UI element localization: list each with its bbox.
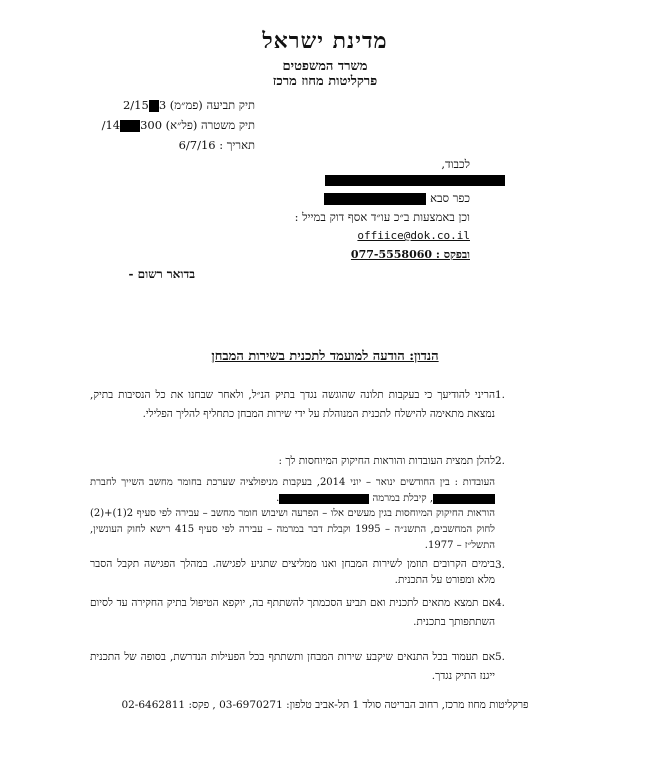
case-file-line: [123, 98, 255, 112]
redaction-block: [324, 193, 426, 205]
paragraph-number: 1.: [495, 389, 506, 401]
statute-paragraph: הוראות החיקוק המיוחסות בגין מעשים אלו – הפרעה ושיבוש חומר מחשב – עבירה לפי סעיף 2(1)+(2) לחוק המחשבים, התשנ״ה – 1995 וקבלת דבר במרמה – עבירה לפי סעיף 415 רישא לחוק העונשין, התשל״ז – 1977.: [90, 508, 495, 551]
police-file-label: תיק משטרה (פל״א) 300: [140, 118, 255, 132]
facts-text-c: .: [276, 493, 280, 504]
redaction-block: [279, 494, 369, 504]
paragraph-number: 4.: [495, 597, 506, 609]
paragraph-number: 5.: [495, 651, 506, 663]
paragraph-3: בימים הקרובים תוזמן לשירות המבחן ואנו ממליצים שתגיע לפגישה. במהלך הפגישה תקבל הסבר מלא ומפורט על התכנית.: [90, 558, 495, 586]
state-title: מדינת ישראל: [262, 28, 388, 54]
case-file-label: תיק תביעה (פמ״מ) 3: [158, 98, 255, 112]
paragraph-2: להלן תמצית העובדות והוראות החיקוק המיוחסות לך :: [278, 455, 495, 467]
police-file-suffix: 14/: [101, 118, 121, 132]
redaction-block: [120, 120, 140, 132]
paragraph-4: אם תמצא מתאים לתכנית ואם תביע הסכמתך להשתתף בה, יוקפא הטיפול בתיק החקירה עד לסיום השתתפותך בתכנית.: [90, 597, 495, 628]
redaction-block: [433, 494, 495, 504]
redaction-block: [325, 175, 505, 186]
redaction-block: [149, 100, 159, 112]
fax-line: ובפקס : 077-5558060: [350, 248, 470, 261]
case-file-suffix: 2/15: [122, 98, 149, 112]
paragraph-5: אם תעמוד בכל התנאים שיקבע שירות המבחן ותשתתף בכל הפעילות הנדרשת, בסופה של התכנית ייגנז התיק נגדך.: [90, 651, 495, 682]
date-line: תאריך : 6/7/16: [178, 138, 255, 152]
office-name: פרקליטות מחוז מרכז: [272, 74, 378, 89]
addressee-to: לכבוד,: [441, 157, 470, 171]
mail-type: בדואר רשום -: [128, 267, 195, 281]
city-name: כפר סבא: [430, 191, 470, 205]
footer-contact: פרקליטות מחוז מרכז, רחוב הבריטה סולד 1 תל-אביב טלפון: 03-6970271 , פקס: 02-6462811: [121, 699, 529, 711]
ministry-name: משרד המשפטים: [282, 59, 368, 74]
facts-text-a: העובדות : בין החודשים ינואר – יוני 2014, בעקבות מניפולציה שערכת בחומר מחשב השייך לחברת: [90, 477, 496, 488]
paragraph-number: 2.: [495, 455, 506, 467]
paragraph-number: 3.: [495, 559, 506, 571]
addressee-city: [324, 191, 470, 205]
paragraph-1: הריני להודיעך כי בעקבות תלונה שהוגשה נגדך בתיק הנ״ל, ולאחר שבחנו את כל הנסיבות בתיק, נמצאת מתאימה להישלח לתכנית המנוהלת על ידי שירות המבחן כתחליף להליך הפלילי.: [90, 389, 495, 420]
police-file-line: [102, 118, 255, 132]
subject-line: הנדון: הודעה למועמד לתכנית בשירות המבחן: [211, 349, 439, 364]
cc-line: וכן באמצעות ב״כ עו״ד אסף דוק במייל :: [294, 210, 470, 224]
facts-paragraph: [90, 475, 495, 507]
email-link[interactable]: offiice@dok.co.il: [357, 229, 470, 242]
facts-text-b: , קיבלת במרמה: [372, 493, 433, 504]
